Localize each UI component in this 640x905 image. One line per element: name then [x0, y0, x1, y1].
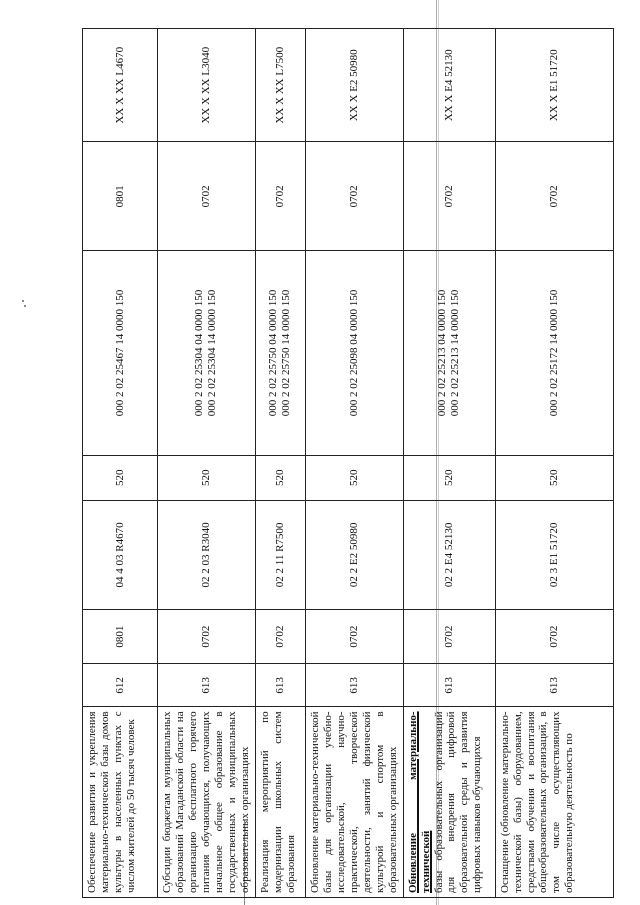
table-row — [305, 29, 403, 898]
row-fed-section: 0702 — [305, 142, 403, 251]
row-fed-section: 0702 — [403, 142, 495, 251]
row-target: 02 2 E4 52130 — [403, 500, 495, 609]
row-fed-section: 0702 — [495, 142, 613, 251]
row-fed-code: XX X XX L3040 — [158, 29, 256, 142]
row-section: 0702 — [495, 609, 613, 663]
row-fed-code: XX X XX L4670 — [83, 29, 158, 142]
row-grbs: 613 — [305, 664, 403, 707]
row-grbs: 613 — [403, 664, 495, 707]
row-grbs: 613 — [158, 664, 256, 707]
table-row — [255, 29, 305, 898]
row-section: 0702 — [255, 609, 305, 663]
row-target: 02 2 03 R3040 — [158, 500, 256, 609]
row-fed-section: 0702 — [158, 142, 256, 251]
row-grbs: 613 — [495, 664, 613, 707]
row-name: базы образовательных организаций для внедрения цифровой образовательной среды и развития цифровых навыков обучающихся — [432, 711, 484, 893]
row-name-cell — [403, 707, 495, 898]
row-name: Субсидии бюджетам муниципальных образований Магаданской области на организацию бесплатного горячего питания обучающихся, получающих начальное общее образование в государственных и муниципальных образовательных организациях — [158, 707, 256, 898]
row-income-code: 000 2 02 25172 14 0000 150 — [495, 251, 613, 455]
row-section: 0702 — [403, 609, 495, 663]
document-page — [82, 28, 602, 898]
table-row — [83, 29, 158, 898]
row-income-code: 000 2 02 25750 04 0000 150 000 2 02 25750 14 0000 150 — [255, 251, 305, 455]
row-fed-code: XX X XX L7500 — [255, 29, 305, 142]
row-vr: 520 — [158, 455, 256, 500]
table-row — [495, 29, 613, 898]
row-vr: 520 — [495, 455, 613, 500]
row-name: Оснащение (обновление материально-технической базы) оборудованием, средствами обучения и воспитания общеобразовательных организаций, в том числе осуществляющих образовательную деятельность по — [495, 707, 613, 898]
row-fed-code: XX X E1 51720 — [495, 29, 613, 142]
row-target: 02 2 11 R7500 — [255, 500, 305, 609]
row-fed-code: XX X E2 50980 — [305, 29, 403, 142]
row-section: 0801 — [83, 609, 158, 663]
row-fed-code: XX X E4 52130 — [403, 29, 495, 142]
row-name: Реализация мероприятий по модернизации школьных систем образования — [255, 707, 305, 898]
row-target: 02 3 E1 51720 — [495, 500, 613, 609]
row-income-code: 000 2 02 25467 14 0000 150 — [83, 251, 158, 455]
row-name: Обеспечение развития и укрепления материально-технической базы домов культуры в населенных пунктах с числом жителей до 50 тысяч человек — [83, 707, 158, 898]
table-row — [158, 29, 256, 898]
row-vr: 520 — [83, 455, 158, 500]
row-name: Обновление материально-технической базы для организации учебно-исследовательской, научно-практической, творческой деятельности, занятий физической культурой и спортом в образовательных организациях — [305, 707, 403, 898]
subsidy-table — [82, 28, 614, 898]
row-section: 0702 — [158, 609, 256, 663]
row-grbs: 613 — [255, 664, 305, 707]
row-fed-section: 0801 — [83, 142, 158, 251]
row-vr: 520 — [305, 455, 403, 500]
row-income-code: 000 2 02 25213 04 0000 150 000 2 02 25213 14 0000 150 — [403, 251, 495, 455]
rotated-document — [82, 28, 602, 898]
row-income-code: 000 2 02 25098 04 0000 150 — [305, 251, 403, 455]
row-target: 02 2 E2 50980 — [305, 500, 403, 609]
scan-speck — [24, 305, 26, 307]
row-target: 04 4 03 R4670 — [83, 500, 158, 609]
row-section: 0702 — [305, 609, 403, 663]
row-income-code: 000 2 02 25304 04 0000 150 000 2 02 25304 14 0000 150 — [158, 251, 256, 455]
row-fed-section: 0702 — [255, 142, 305, 251]
scan-speck — [22, 300, 24, 302]
table-row — [403, 29, 495, 898]
row-vr: 520 — [255, 455, 305, 500]
row-vr: 520 — [403, 455, 495, 500]
row-grbs: 612 — [83, 664, 158, 707]
row-name-prefix: Обновление материально-технической — [406, 711, 432, 893]
